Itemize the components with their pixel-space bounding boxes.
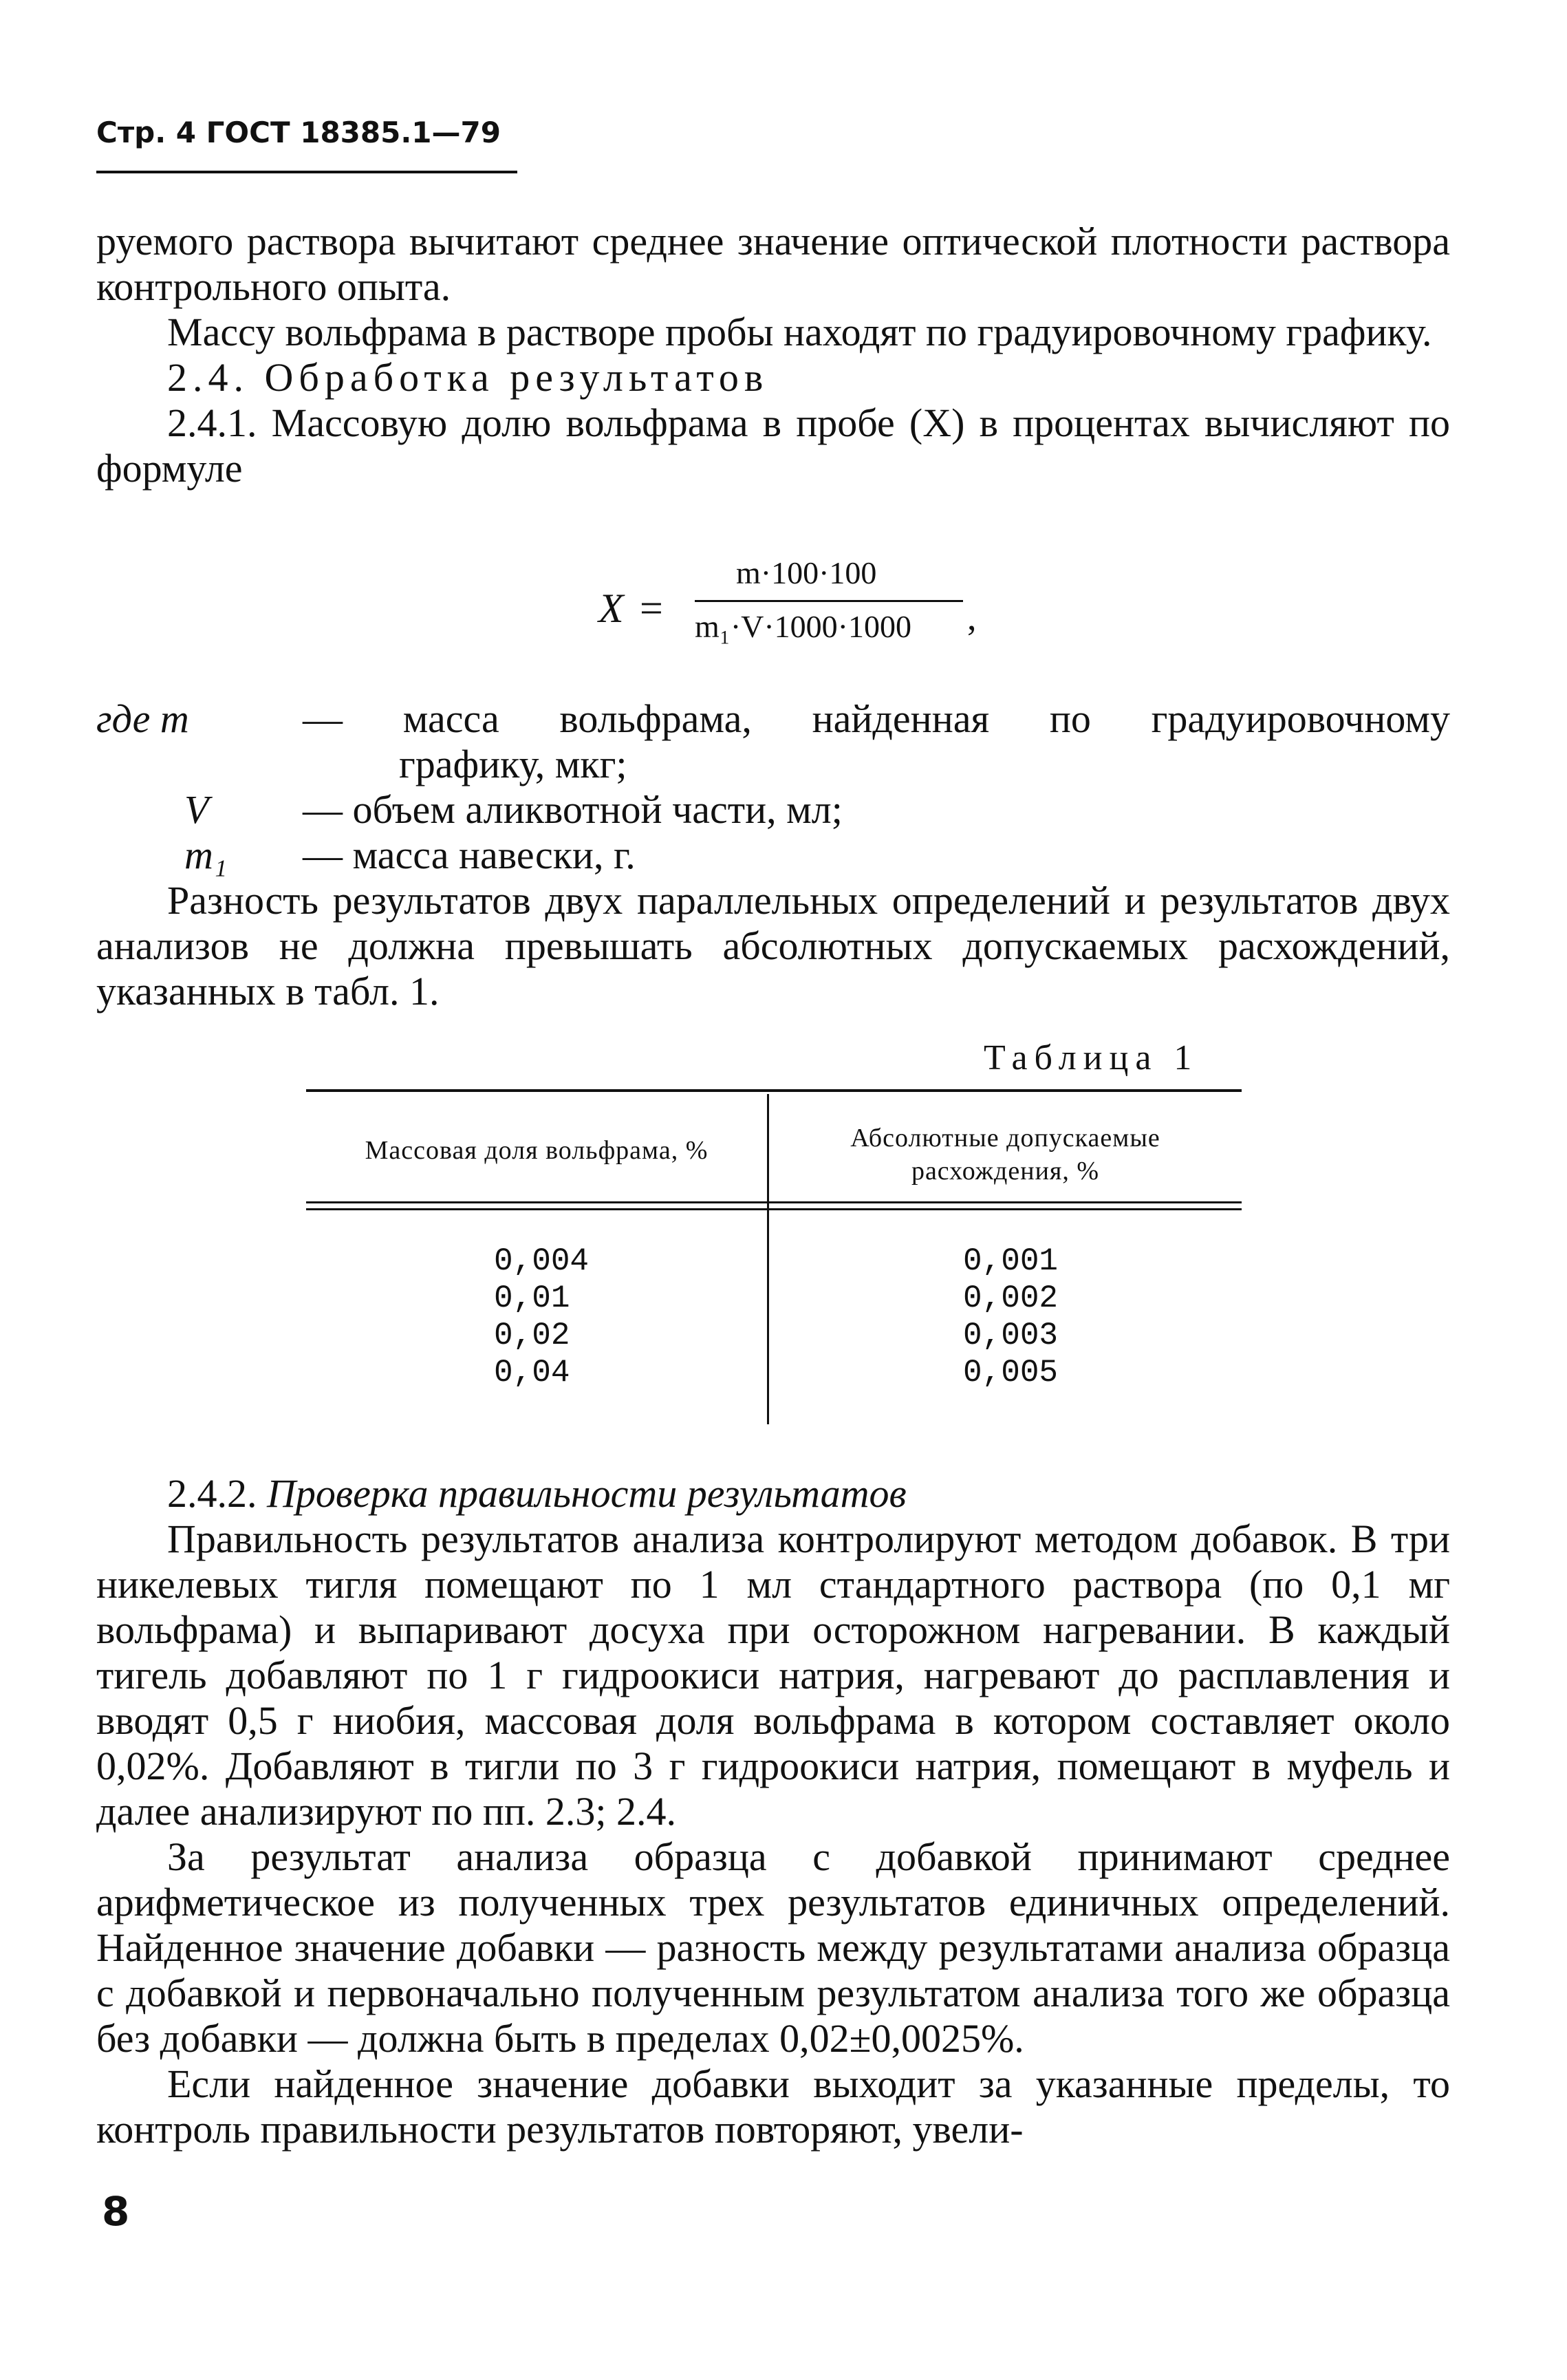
body-check bbox=[96, 1471, 1450, 2152]
paragraph-2-4-1: 2.4.1. Массовую долю вольфрама в пробе (X) в процентах вычисляют по формуле bbox=[96, 400, 1450, 491]
table-cell: 0,004 bbox=[494, 1243, 590, 1279]
table-cell: 0,005 bbox=[963, 1355, 1059, 1391]
paragraph-discrepancy: Разность результатов двух параллельных определений и результатов двух анализов не должна превышать абсолютных допускаемых расхождений, указанных в табл. 1. bbox=[96, 878, 1450, 1014]
table-cell: 0,001 bbox=[963, 1243, 1059, 1279]
paragraph-tungsten-mass: Массу вольфрама в растворе пробы находят по градуировочному графику. bbox=[167, 310, 1432, 354]
formula bbox=[598, 555, 984, 651]
definition-desc-m-cont: графику, мкг; bbox=[399, 742, 627, 786]
header-rule bbox=[96, 171, 517, 173]
formula-equals: = bbox=[640, 586, 663, 631]
formula-denominator: m₁·V·1000·1000 bbox=[695, 609, 911, 644]
section-heading-2-4: 2.4. Обработка результатов bbox=[167, 355, 769, 400]
definition-m1 bbox=[96, 833, 1450, 878]
fraction-bar bbox=[695, 600, 963, 602]
table-caption: Таблица 1 bbox=[984, 1038, 1199, 1078]
table-cell: 0,01 bbox=[494, 1280, 570, 1316]
page-label: Стр. 4 bbox=[96, 116, 197, 149]
definitions bbox=[96, 696, 1450, 878]
table-column-tolerance bbox=[963, 1243, 1058, 1391]
gost-title: ГОСТ 18385.1—79 bbox=[206, 116, 501, 149]
definition-symbol-m1: m₁ bbox=[184, 833, 228, 877]
section-title-2-4-2: Проверка правильности результатов bbox=[267, 1471, 907, 1516]
formula-numerator: m·100·100 bbox=[736, 555, 877, 590]
table-column-divider bbox=[767, 1094, 769, 1424]
paragraph-check-1: Правильность результатов анализа контролируют методом добавок. В три никелевых тигля помещают по 1 мл стандартного раствора (по 0,1 мг вольфрама) и выпаривают досуха при осторожном нагревании. В каждый тигель добавляют по 1 г гидроокиси натрия, нагревают до расплавления и вводят 0,5 г ниобия, массовая доля вольфрама в котором составляет около 0,02%. Добавляют в тигли по 3 г гидроокиси натрия, помещают в муфель и далее анализируют по пп. 2.3; 2.4. bbox=[96, 1516, 1450, 1834]
definition-m-continued bbox=[96, 742, 1450, 787]
definition-desc-m1: — масса навески, г. bbox=[303, 833, 636, 877]
table-top-rule bbox=[306, 1089, 1242, 1092]
definition-symbol-m: где m bbox=[96, 696, 189, 741]
page-number: 8 bbox=[102, 2188, 130, 2235]
definition-m bbox=[96, 696, 1450, 742]
page-header bbox=[96, 116, 501, 149]
paragraph-check-2: За результат анализа образца с добавкой принимают среднее арифметическое из полученных трех результатов единичных определений. Найденное значение добавки — разность между результатами анализа образца с добавкой и первоначально полученным результатом анализа того же образца без добавки — должна быть в пределах 0,02±0,0025%. bbox=[96, 1834, 1450, 2061]
paragraph-check-3: Если найденное значение добавки выходит за указанные пределы, то контроль правильности результатов повторяют, увели- bbox=[96, 2061, 1450, 2152]
table-header-mass: Массовая доля вольфрама, % bbox=[365, 1136, 709, 1165]
formula-comma: , bbox=[967, 597, 977, 638]
definition-symbol-v: V bbox=[184, 787, 209, 832]
table-header-tolerance bbox=[769, 1122, 1242, 1188]
table-column-mass bbox=[494, 1243, 589, 1391]
table-cell: 0,003 bbox=[963, 1318, 1059, 1353]
table-header-tolerance-line1: Абсолютные допускаемые bbox=[850, 1124, 1160, 1153]
section-number-2-4-2: 2.4.2. bbox=[167, 1471, 257, 1516]
body-top bbox=[96, 219, 1450, 491]
body-discrepancy bbox=[96, 878, 1450, 1014]
definition-desc-m: — масса вольфрама, найденная по градуировочному bbox=[303, 696, 1450, 741]
definition-v bbox=[96, 787, 1450, 833]
paragraph-intro: руемого раствора вычитают среднее значение оптической плотности раствора контрольного опыта. bbox=[96, 219, 1450, 309]
table-cell: 0,002 bbox=[963, 1280, 1059, 1316]
formula-lhs: X bbox=[598, 586, 624, 631]
definition-desc-v: — объем аликвотной части, мл; bbox=[303, 787, 843, 832]
table-header-rule bbox=[306, 1201, 1242, 1203]
table-header-tolerance-line2: расхождения, % bbox=[911, 1157, 1100, 1186]
table-header-rule-double bbox=[306, 1208, 1242, 1210]
section-heading-2-4-2 bbox=[96, 1471, 1450, 1516]
table-cell: 0,04 bbox=[494, 1355, 570, 1391]
table-cell: 0,02 bbox=[494, 1318, 570, 1353]
